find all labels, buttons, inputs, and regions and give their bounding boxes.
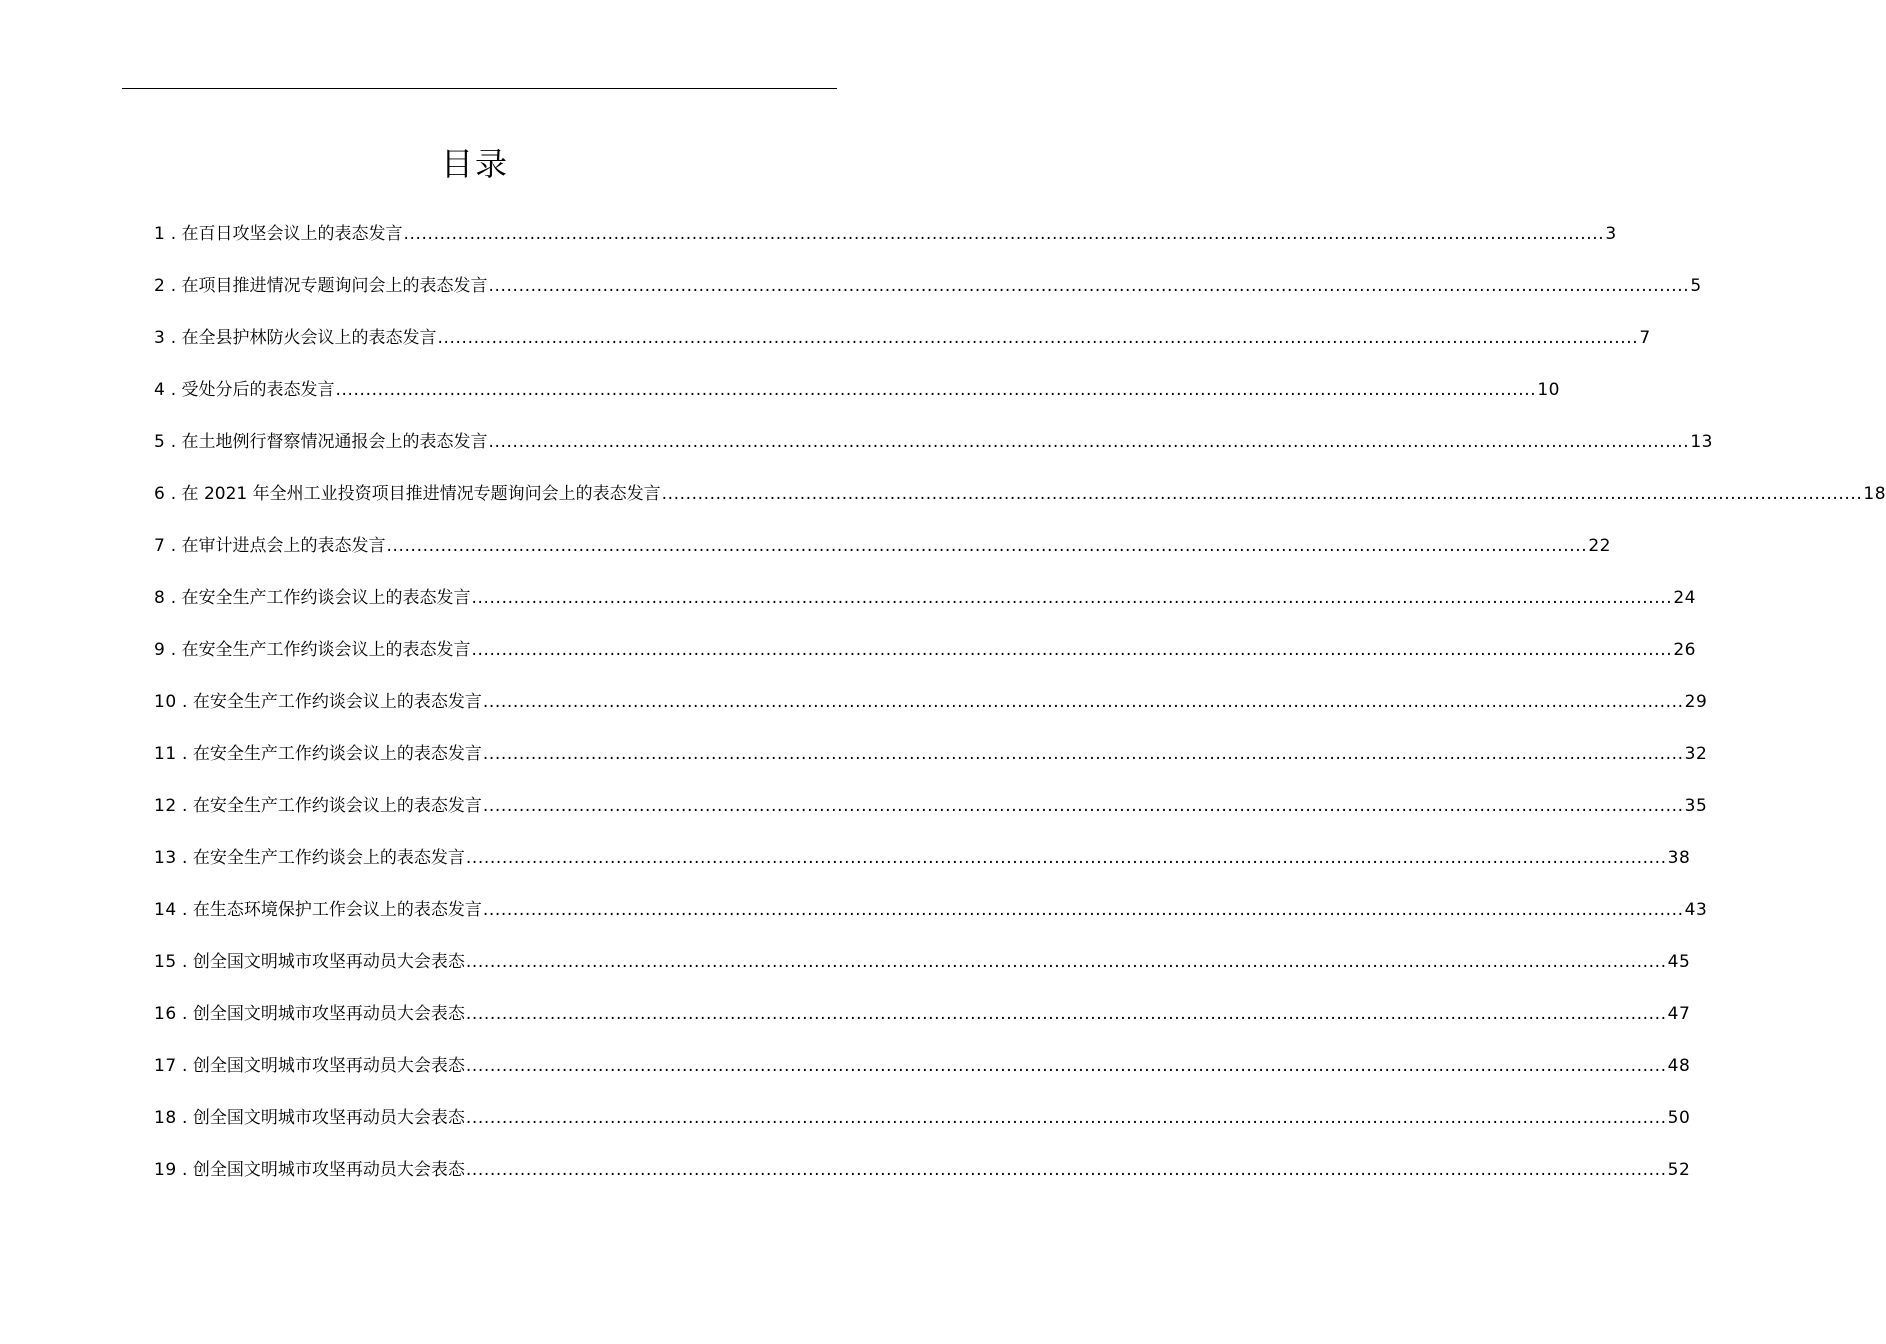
toc-entry-label: 16 . 创全国文明城市攻坚再动员大会表态 [154,1004,465,1024]
toc-entry-13[interactable] [154,844,1691,896]
toc-leader-dots: ........................................................................................................................................................................................................ [403,224,1605,244]
toc-leader-dots: ........................................................................................................................................................................................................ [471,588,1673,608]
toc-entry-page: 10 [1537,380,1560,400]
toc-entry-label: 8 . 在安全生产工作约谈会议上的表态发言 [154,588,471,608]
toc-entry-15[interactable] [154,948,1691,1000]
toc-entry-number: 17 [154,1056,177,1076]
toc-entry-title: 在生态环境保护工作会议上的表态发言 [192,900,482,920]
toc-entry-number: 10 [154,692,177,712]
toc-leader-dots: ........................................................................................................................................................................................................ [465,1108,1667,1128]
toc-entry-page: 18 [1863,484,1886,504]
toc-entry-7[interactable] [154,532,1611,584]
toc-entry-page: 50 [1667,1108,1691,1128]
toc-entry-11[interactable] [154,740,1708,792]
toc-entry-title: 受处分后的表态发言 [181,380,335,400]
toc-entry-label: 19 . 创全国文明城市攻坚再动员大会表态 [154,1160,465,1180]
toc-entry-title: 在安全生产工作约谈会议上的表态发言 [192,796,482,816]
toc-entry-page: 13 [1690,432,1713,452]
toc-leader-dots: ........................................................................................................................................................................................................ [482,796,1684,816]
toc-entry-label: 17 . 创全国文明城市攻坚再动员大会表态 [154,1056,465,1076]
toc-entry-16[interactable] [154,1000,1691,1052]
toc-entry-page: 47 [1667,1004,1691,1024]
toc-entry-page: 7 [1639,328,1651,348]
toc-entry-number: 1 [154,224,166,244]
toc-entry-title: 创全国文明城市攻坚再动员大会表态 [192,1004,465,1024]
toc-leader-dots: ........................................................................................................................................................................................................ [465,1056,1667,1076]
toc-entry-page: 32 [1684,744,1708,764]
toc-entry-page: 26 [1673,640,1696,660]
toc-leader-dots: ........................................................................................................................................................................................................ [482,692,1684,712]
toc-list [154,220,1886,1208]
toc-entry-title: 在百日攻坚会议上的表态发言 [181,224,403,244]
toc-leader-dots: ........................................................................................................................................................................................................ [465,1004,1667,1024]
toc-entry-page: 38 [1667,848,1691,868]
toc-entry-12[interactable] [154,792,1708,844]
toc-entry-title: 在 2021 年全州工业投资项目推进情况专题询问会上的表态发言 [181,484,661,504]
toc-entry-label: 7 . 在审计进点会上的表态发言 [154,536,386,556]
toc-entry-number: 19 [154,1160,177,1180]
toc-entry-number: 12 [154,796,177,816]
toc-entry-label: 13 . 在安全生产工作约谈会上的表态发言 [154,848,465,868]
toc-entry-number: 18 [154,1108,177,1128]
toc-leader-dots: ........................................................................................................................................................................................................ [465,848,1667,868]
header-rule [122,88,837,89]
toc-entry-label: 10 . 在安全生产工作约谈会议上的表态发言 [154,692,482,712]
toc-entry-5[interactable] [154,428,1713,480]
toc-entry-number: 13 [154,848,177,868]
toc-entry-2[interactable] [154,272,1702,324]
toc-entry-number: 9 [154,640,166,660]
toc-entry-label: 5 . 在土地例行督察情况通报会上的表态发言 [154,432,488,452]
toc-entry-label: 6 . 在 2021 年全州工业投资项目推进情况专题询问会上的表态发言 [154,484,661,504]
toc-entry-page: 3 [1605,224,1617,244]
toc-entry-title: 创全国文明城市攻坚再动员大会表态 [192,1056,465,1076]
toc-leader-dots: ........................................................................................................................................................................................................ [386,536,1588,556]
toc-entry-6[interactable] [154,480,1886,532]
toc-entry-label: 4 . 受处分后的表态发言 [154,380,335,400]
toc-entry-number: 2 [154,276,166,296]
toc-entry-page: 35 [1684,796,1708,816]
toc-entry-title: 在土地例行督察情况通报会上的表态发言 [181,432,488,452]
toc-entry-title: 在安全生产工作约谈会议上的表态发言 [192,692,482,712]
toc-entry-number: 14 [154,900,177,920]
toc-leader-dots: ........................................................................................................................................................................................................ [488,432,1690,452]
toc-entry-title: 在安全生产工作约谈会议上的表态发言 [181,640,471,660]
toc-entry-3[interactable] [154,324,1651,376]
toc-entry-title: 创全国文明城市攻坚再动员大会表态 [192,952,465,972]
toc-entry-number: 6 [154,484,166,504]
toc-entry-10[interactable] [154,688,1708,740]
toc-entry-number: 3 [154,328,166,348]
toc-entry-page: 29 [1684,692,1708,712]
toc-entry-label: 14 . 在生态环境保护工作会议上的表态发言 [154,900,482,920]
toc-leader-dots: ........................................................................................................................................................................................................ [437,328,1639,348]
toc-entry-8[interactable] [154,584,1696,636]
toc-entry-label: 11 . 在安全生产工作约谈会议上的表态发言 [154,744,482,764]
toc-entry-1[interactable] [154,220,1617,272]
toc-leader-dots: ........................................................................................................................................................................................................ [335,380,1537,400]
toc-entry-18[interactable] [154,1104,1691,1156]
toc-entry-page: 24 [1673,588,1696,608]
toc-entry-19[interactable] [154,1156,1691,1208]
toc-entry-label: 3 . 在全县护林防火会议上的表态发言 [154,328,437,348]
toc-leader-dots: ........................................................................................................................................................................................................ [482,744,1684,764]
toc-entry-page: 5 [1690,276,1702,296]
toc-entry-17[interactable] [154,1052,1691,1104]
toc-entry-14[interactable] [154,896,1708,948]
toc-leader-dots: ........................................................................................................................................................................................................ [488,276,1690,296]
toc-entry-number: 4 [154,380,166,400]
toc-entry-number: 5 [154,432,166,452]
toc-entry-label: 18 . 创全国文明城市攻坚再动员大会表态 [154,1108,465,1128]
toc-entry-number: 7 [154,536,166,556]
toc-entry-label: 12 . 在安全生产工作约谈会议上的表态发言 [154,796,482,816]
toc-entry-page: 48 [1667,1056,1691,1076]
toc-entry-label: 15 . 创全国文明城市攻坚再动员大会表态 [154,952,465,972]
toc-leader-dots: ........................................................................................................................................................................................................ [482,900,1684,920]
toc-entry-number: 16 [154,1004,177,1024]
toc-entry-title: 在项目推进情况专题询问会上的表态发言 [181,276,488,296]
toc-entry-title: 在安全生产工作约谈会议上的表态发言 [181,588,471,608]
toc-entry-page: 43 [1684,900,1708,920]
toc-entry-9[interactable] [154,636,1696,688]
toc-entry-4[interactable] [154,376,1560,428]
toc-leader-dots: ........................................................................................................................................................................................................ [661,484,1863,504]
toc-entry-label: 1 . 在百日攻坚会议上的表态发言 [154,224,403,244]
toc-entry-title: 创全国文明城市攻坚再动员大会表态 [192,1160,465,1180]
toc-entry-page: 52 [1667,1160,1691,1180]
toc-entry-title: 在安全生产工作约谈会议上的表态发言 [192,744,482,764]
toc-leader-dots: ........................................................................................................................................................................................................ [465,952,1667,972]
toc-entry-label: 9 . 在安全生产工作约谈会议上的表态发言 [154,640,471,660]
toc-entry-title: 在全县护林防火会议上的表态发言 [181,328,437,348]
toc-entry-title: 在安全生产工作约谈会上的表态发言 [192,848,465,868]
toc-title: 目录 [440,145,509,183]
toc-entry-number: 11 [154,744,177,764]
toc-entry-page: 22 [1588,536,1611,556]
toc-entry-title: 创全国文明城市攻坚再动员大会表态 [192,1108,465,1128]
toc-entry-label: 2 . 在项目推进情况专题询问会上的表态发言 [154,276,488,296]
toc-entry-title: 在审计进点会上的表态发言 [181,536,386,556]
toc-leader-dots: ........................................................................................................................................................................................................ [471,640,1673,660]
toc-leader-dots: ........................................................................................................................................................................................................ [465,1160,1667,1180]
toc-entry-number: 15 [154,952,177,972]
toc-entry-page: 45 [1667,952,1691,972]
toc-entry-number: 8 [154,588,166,608]
